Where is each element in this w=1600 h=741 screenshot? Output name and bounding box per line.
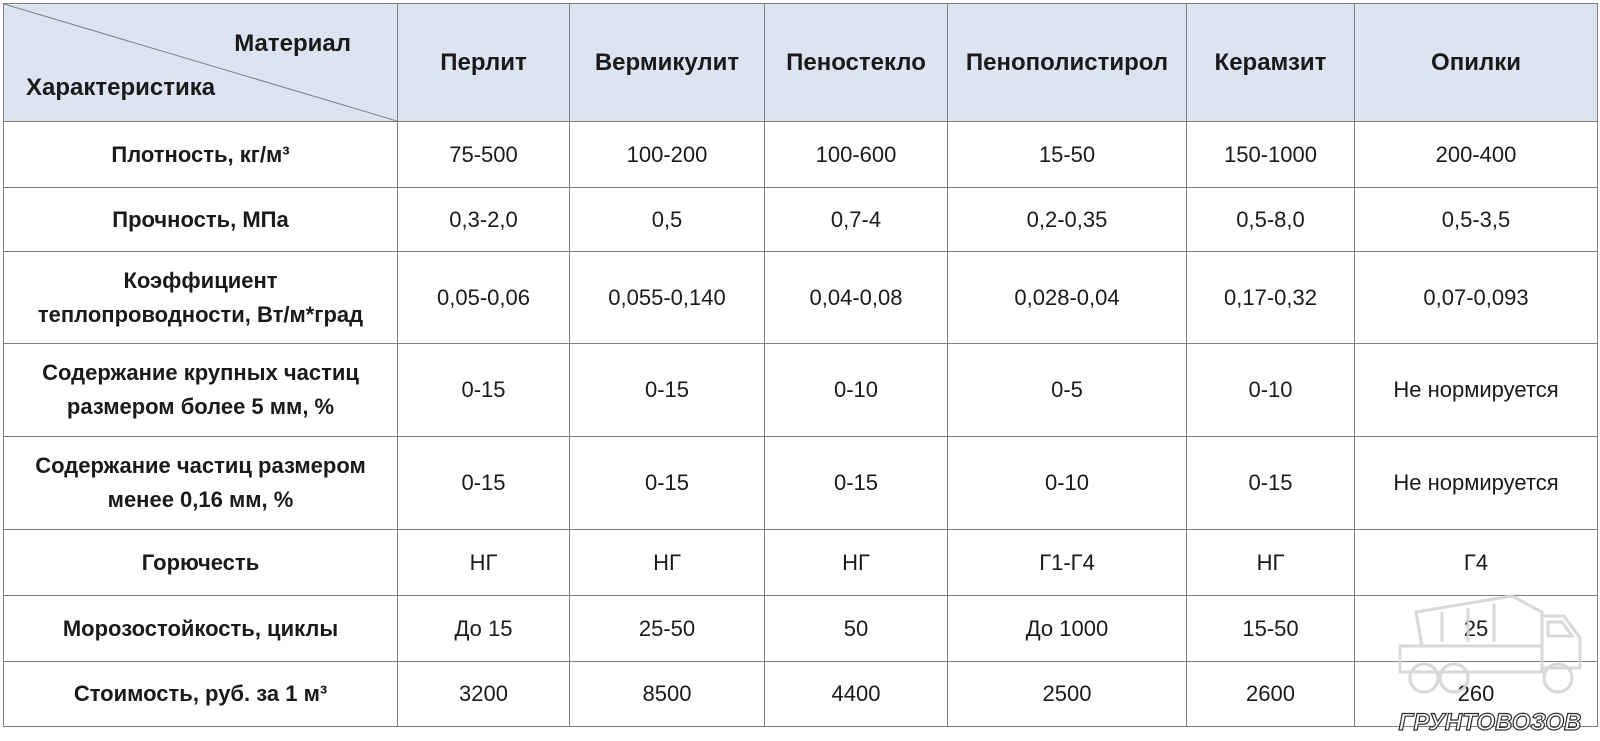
value-cell-sawdust: 200-400 xyxy=(1355,122,1598,188)
value-cell-foam-glass: 100-600 xyxy=(765,122,948,188)
characteristic-label-cell xyxy=(4,188,398,252)
value-cell-expanded-clay: 0,5-8,0 xyxy=(1187,188,1355,252)
value-cell-vermiculite: 8500 xyxy=(570,662,765,727)
material-header-vermiculite: Вермикулит xyxy=(570,4,765,122)
value-cell-foam-glass: 50 xyxy=(765,596,948,662)
material-header-polystyrene: Пенополистирол xyxy=(948,4,1187,122)
value-cell-sawdust: Г4 xyxy=(1355,530,1598,596)
characteristic-label-cell xyxy=(4,344,398,437)
characteristic-label-cell xyxy=(4,437,398,530)
characteristic-label-line: менее 0,16 мм, % xyxy=(107,487,294,512)
diagonal-divider xyxy=(4,4,397,121)
characteristic-label-line: Морозостойкость, циклы xyxy=(62,615,339,641)
value-cell-sawdust: Не нормируется xyxy=(1355,344,1598,437)
value-cell-sawdust: 0,07-0,093 xyxy=(1355,252,1598,344)
value-cell-perlite: 0,05-0,06 xyxy=(398,252,570,344)
value-cell-sawdust: 25 xyxy=(1355,596,1598,662)
table-row xyxy=(4,344,1598,437)
value-cell-expanded-clay: 0,17-0,32 xyxy=(1187,252,1355,344)
characteristic-label-cell xyxy=(4,122,398,188)
material-header-perlite: Перлит xyxy=(398,4,570,122)
value-cell-foam-glass: 4400 xyxy=(765,662,948,727)
material-header-sawdust: Опилки xyxy=(1355,4,1598,122)
characteristic-label-line: Прочность, МПа xyxy=(112,206,289,232)
table-row xyxy=(4,596,1598,662)
characteristic-label-cell xyxy=(4,596,398,662)
value-cell-vermiculite: 100-200 xyxy=(570,122,765,188)
value-cell-perlite: 0-15 xyxy=(398,437,570,530)
value-cell-perlite: 3200 xyxy=(398,662,570,727)
characteristic-label-line: теплопроводности, Вт/м*град xyxy=(37,301,364,327)
material-header-foam-glass: Пеностекло xyxy=(765,4,948,122)
value-cell-expanded-clay: 150-1000 xyxy=(1187,122,1355,188)
header-row xyxy=(4,4,1598,122)
value-cell-polystyrene: До 1000 xyxy=(948,596,1187,662)
material-header-expanded-clay: Керамзит xyxy=(1187,4,1355,122)
corner-characteristic-label: Характеристика xyxy=(26,74,216,101)
corner-material-label: Материал xyxy=(234,30,351,57)
value-cell-polystyrene: 0-5 xyxy=(948,344,1187,437)
value-cell-expanded-clay: 0-10 xyxy=(1187,344,1355,437)
value-cell-vermiculite: 0-15 xyxy=(570,344,765,437)
value-cell-vermiculite: 0,5 xyxy=(570,188,765,252)
value-cell-polystyrene: 15-50 xyxy=(948,122,1187,188)
value-cell-perlite: До 15 xyxy=(398,596,570,662)
value-cell-foam-glass: 0-10 xyxy=(765,344,948,437)
table-row xyxy=(4,530,1598,596)
value-cell-sawdust: 0,5-3,5 xyxy=(1355,188,1598,252)
corner-header-cell xyxy=(4,4,398,122)
value-cell-vermiculite: 0,055-0,140 xyxy=(570,252,765,344)
value-cell-vermiculite: 25-50 xyxy=(570,596,765,662)
value-cell-expanded-clay: 15-50 xyxy=(1187,596,1355,662)
table-row xyxy=(4,252,1598,344)
value-cell-perlite: 0,3-2,0 xyxy=(398,188,570,252)
characteristic-label-line: Плотность, кг/м³ xyxy=(111,141,290,167)
value-cell-perlite: 0-15 xyxy=(398,344,570,437)
value-cell-foam-glass: 0,04-0,08 xyxy=(765,252,948,344)
value-cell-perlite: НГ xyxy=(398,530,570,596)
value-cell-sawdust: Не нормируется xyxy=(1355,437,1598,530)
value-cell-expanded-clay: 0-15 xyxy=(1187,437,1355,530)
value-cell-polystyrene: 0,2-0,35 xyxy=(948,188,1187,252)
value-cell-sawdust: 260 xyxy=(1355,662,1598,727)
value-cell-polystyrene: 0,028-0,04 xyxy=(948,252,1187,344)
characteristic-label-line: Содержание крупных частиц xyxy=(42,360,359,385)
characteristic-label-line: Содержание частиц размером xyxy=(35,453,366,478)
value-cell-polystyrene: 2500 xyxy=(948,662,1187,727)
value-cell-vermiculite: 0-15 xyxy=(570,437,765,530)
value-cell-polystyrene: Г1-Г4 xyxy=(948,530,1187,596)
value-cell-polystyrene: 0-10 xyxy=(948,437,1187,530)
value-cell-perlite: 75-500 xyxy=(398,122,570,188)
table-row xyxy=(4,662,1598,727)
table-row xyxy=(4,437,1598,530)
table-row xyxy=(4,122,1598,188)
comparison-table xyxy=(3,3,1598,727)
characteristic-label-cell xyxy=(4,530,398,596)
characteristic-label-line: Коэффициент xyxy=(123,267,278,293)
value-cell-foam-glass: 0-15 xyxy=(765,437,948,530)
value-cell-foam-glass: 0,7-4 xyxy=(765,188,948,252)
value-cell-vermiculite: НГ xyxy=(570,530,765,596)
watermark-text: ГРУНТОВОЗОВ xyxy=(1398,709,1582,736)
value-cell-expanded-clay: 2600 xyxy=(1187,662,1355,727)
characteristic-label-line: Горючесть xyxy=(141,549,260,575)
value-cell-expanded-clay: НГ xyxy=(1187,530,1355,596)
value-cell-foam-glass: НГ xyxy=(765,530,948,596)
characteristic-label-cell xyxy=(4,252,398,344)
table-row xyxy=(4,188,1598,252)
characteristic-label-line: размером более 5 мм, % xyxy=(66,394,335,419)
characteristic-label-cell xyxy=(4,662,398,727)
characteristic-label-line: Стоимость, руб. за 1 м³ xyxy=(73,681,328,706)
